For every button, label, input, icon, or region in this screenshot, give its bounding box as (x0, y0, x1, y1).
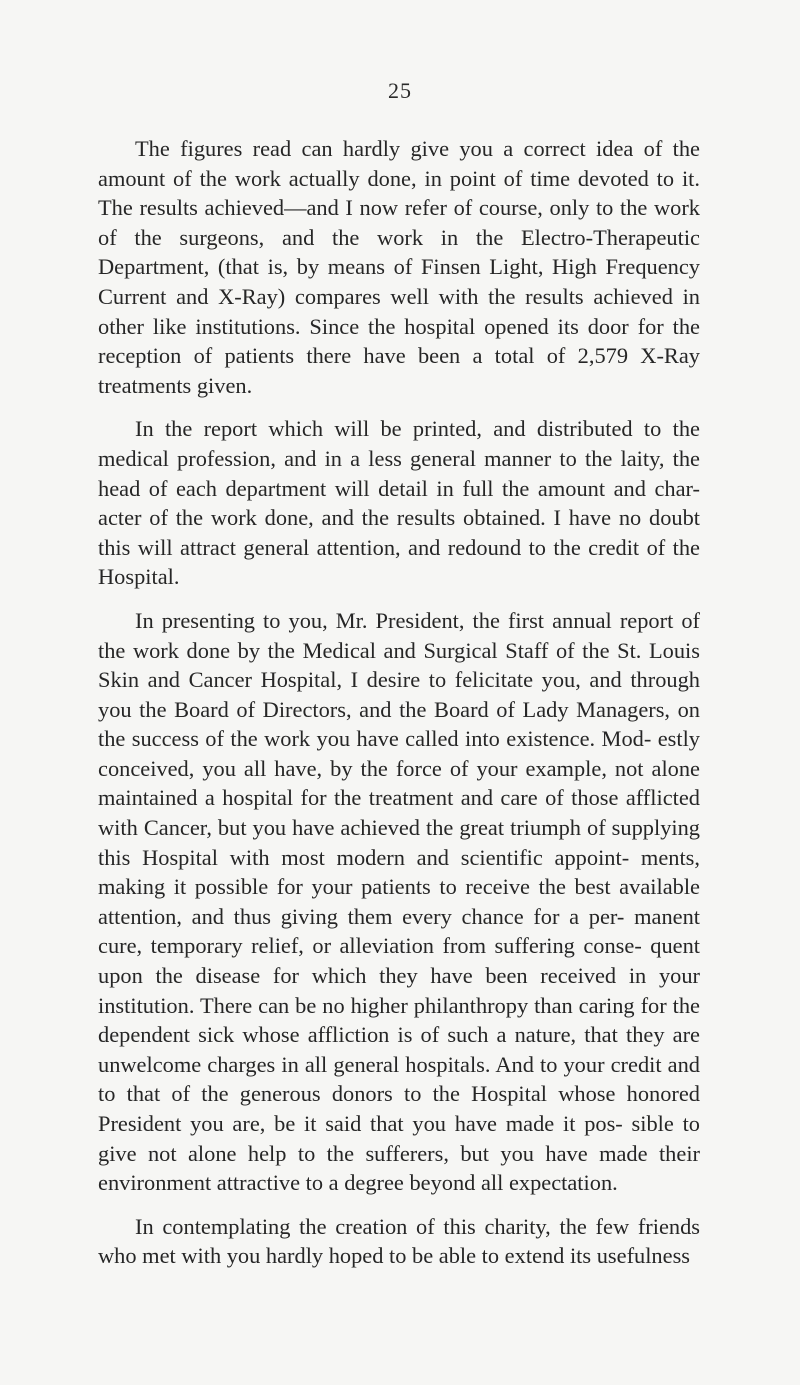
paragraph-2: In the report which will be printed, and distributed to the medical profession, and in a less general manner to the laity, the head of each department will detail in full the amount and char- acter of the work done, and the results obtained. I have no doubt this will attract general attention, and redound to the credit of the Hospital. (98, 416, 700, 590)
paragraph-1: The figures read can hardly give you a correct idea of the amount of the work actually done, in point of time devoted to it. The results achieved—and I now refer of course, only to the work of the surgeons, and the work in the Electro-Therapeutic Department, (that is, by means of Finsen Light, High Frequency Current and X-Ray) compares well with the results achieved in other like institutions. Since the hospital opened its door for the reception of patients there have been a total of 2,579 X-Ray treatments given. (98, 136, 700, 398)
paragraph-4: In contemplating the creation of this charity, the few friends who met with you hardly hoped to be able to extend its usefulness (98, 1213, 700, 1269)
page-number: 25 (388, 78, 412, 103)
body-text (98, 134, 700, 1271)
paragraph-3: In presenting to you, Mr. President, the first annual report of the work done by the Medical and Surgical Staff of the St. Louis Skin and Cancer Hospital, I desire to felicitate you, and through you the Board of Directors, and the Board of Lady Managers, on the success of the work you have called into existence. Mod- estly conceived, you all have, by the force of your example, not alone maintained a hospital for the treatment and care of those afflicted with Cancer, but you have achieved the great triumph of supplying this Hospital with most modern and scientific appoint- ments, making it possible for your patients to receive the best available attention, and thus giving them every chance for a per- manent cure, temporary relief, or alleviation from suffering conse- quent upon the disease for which they have been received in your institution. There can be no higher philanthropy than caring for the dependent sick whose affliction is of such a nature, that they are unwelcome charges in all general hospitals. And to your credit and to that of the generous donors to the Hospital whose honored President you are, be it said that you have made it pos- sible to give not alone help to the sufferers, but you have made their environment attractive to a degree beyond all expectation. (98, 607, 700, 1196)
